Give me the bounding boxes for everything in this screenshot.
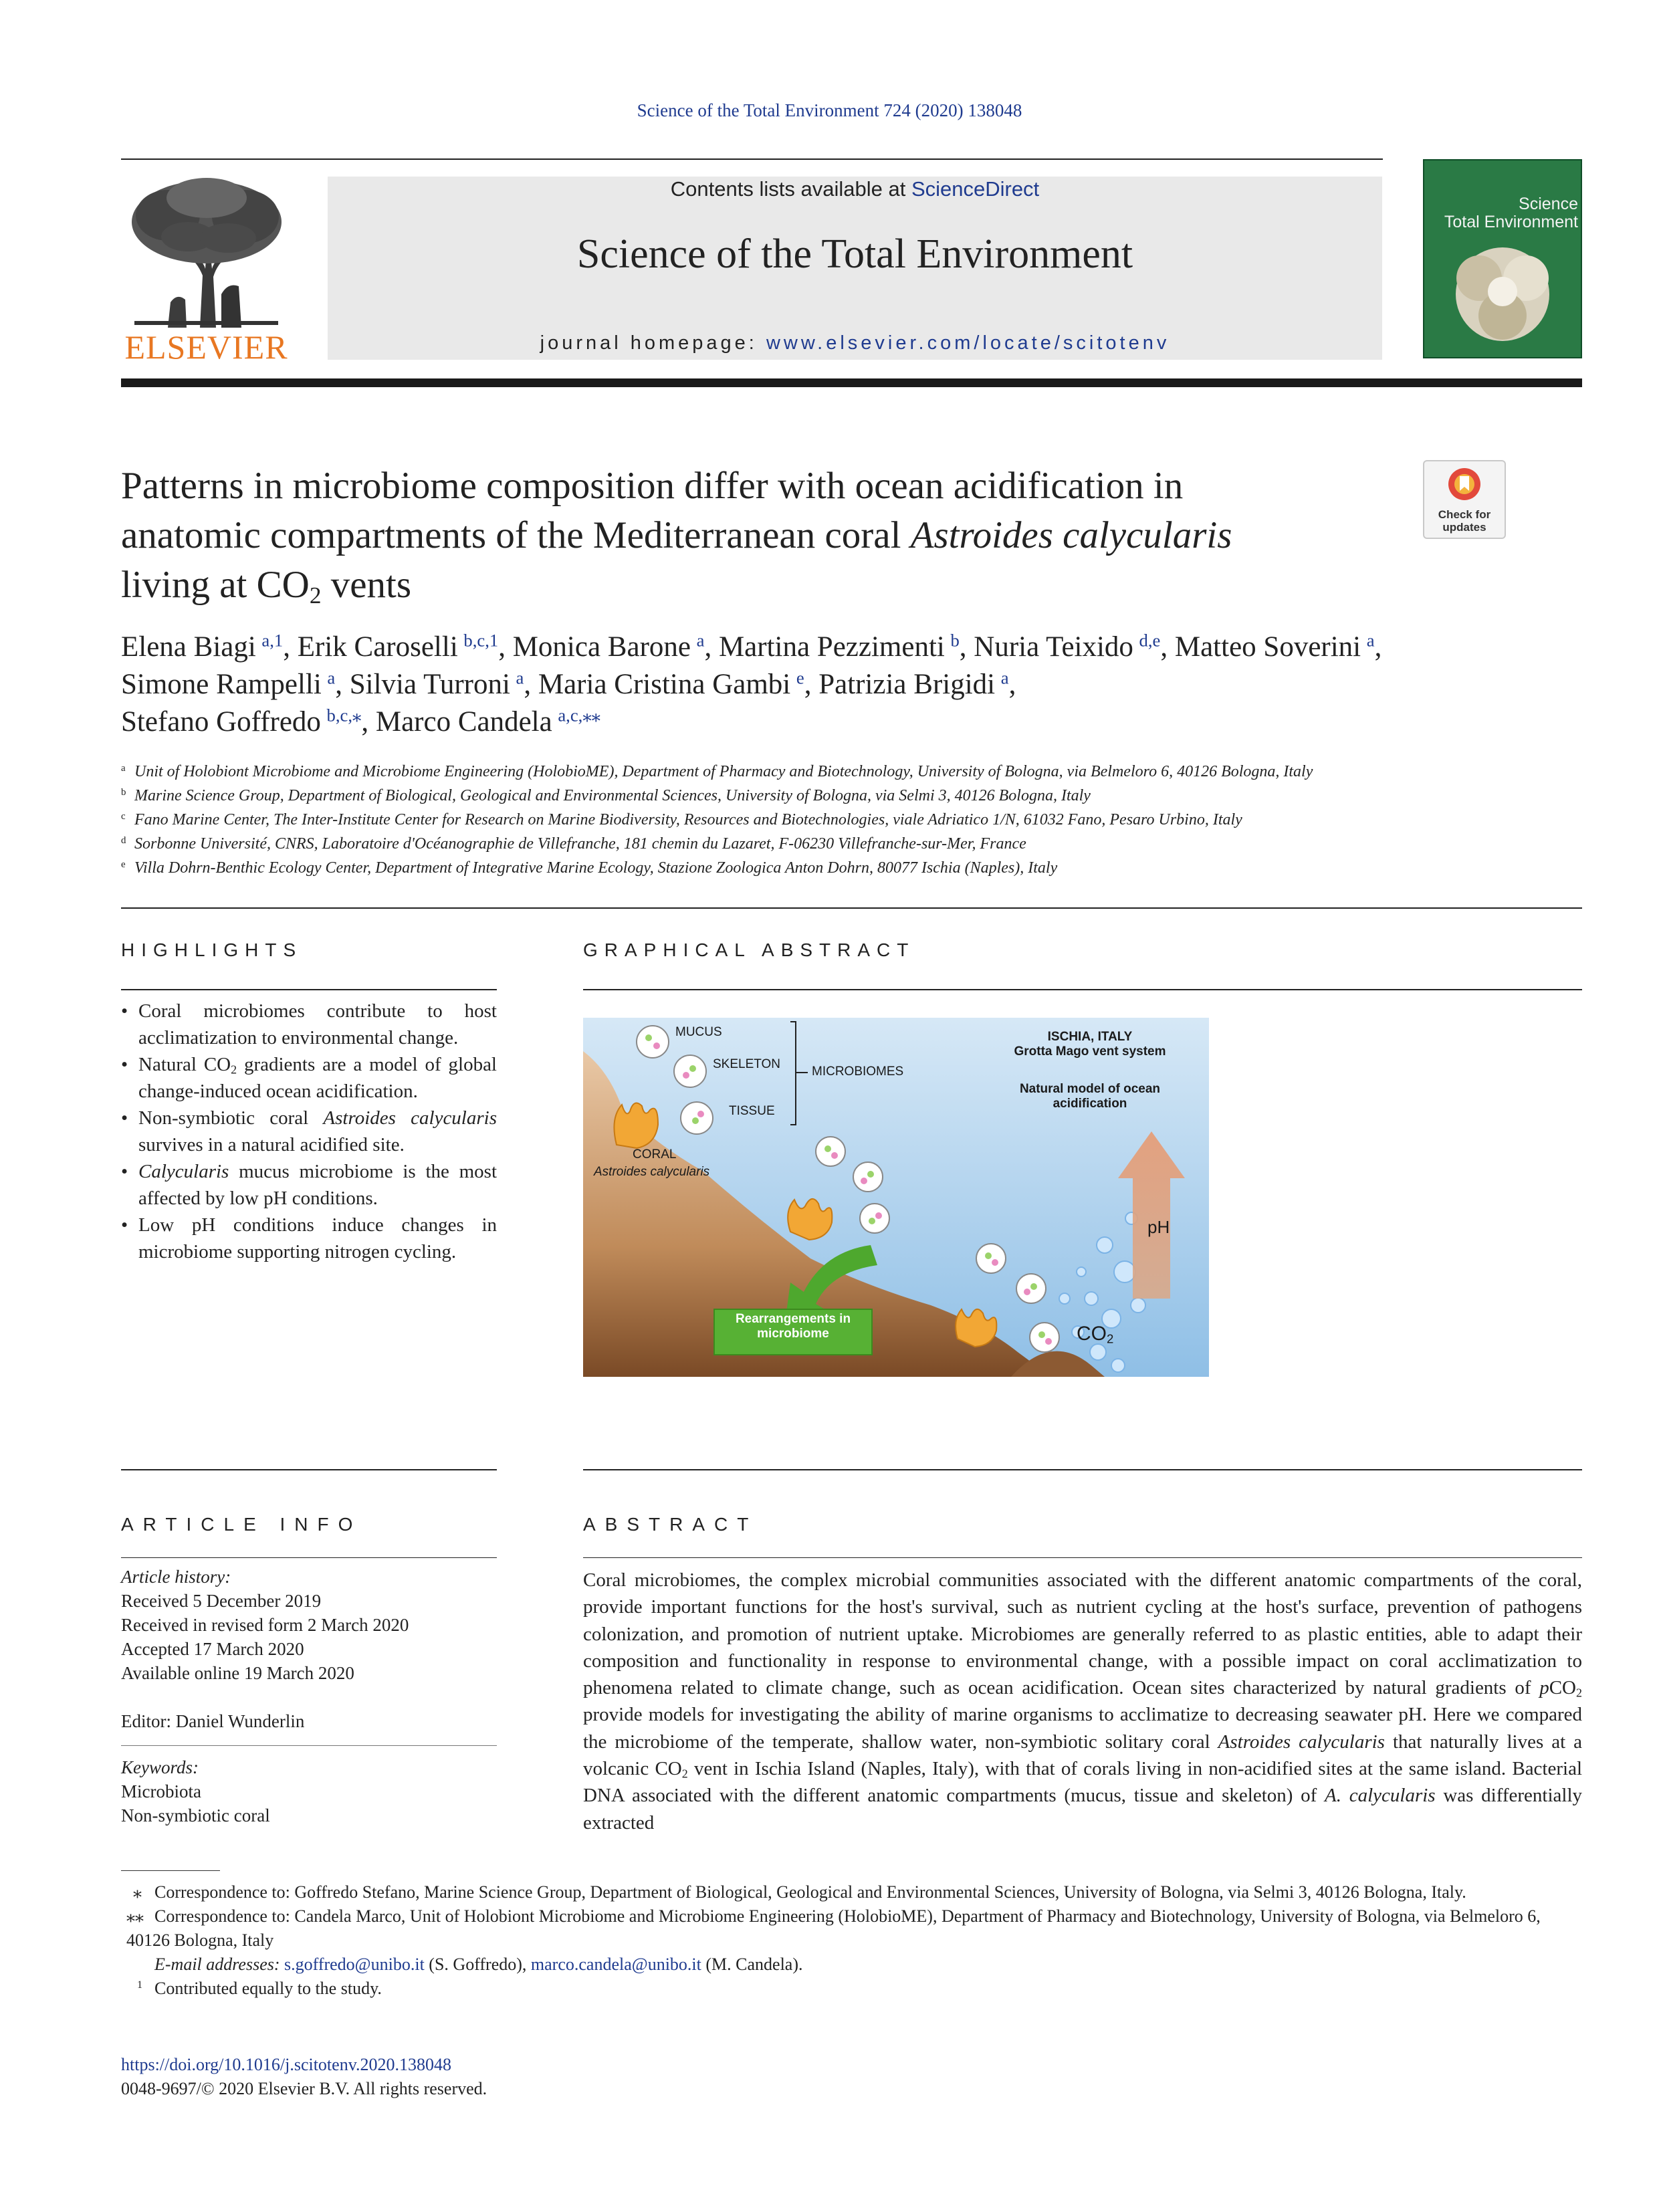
author-name[interactable]: Maria Cristina Gambi [538,669,791,700]
highlight-text: mucus microbiome is the most affected by low pH conditions. [138,1161,497,1209]
cover-title-line2: Total Environment [1444,213,1578,231]
highlight-species: Calycularis [138,1161,229,1182]
author-name[interactable]: Marco Candela [375,706,552,738]
abstract-sub: 2 [1576,1686,1582,1700]
author-affiliation-mark[interactable]: e [796,667,804,688]
author-name[interactable]: Stefano Goffredo [121,706,321,738]
email-label: E-mail addresses: [154,1955,280,1974]
author-entry [719,631,960,663]
cover-art [1424,160,1581,357]
footnote-text: Contributed equally to the study. [154,1979,382,1998]
author-name[interactable]: Silvia Turroni [349,669,510,700]
highlight-species: Astroides calycularis [323,1107,497,1129]
contents-prefix: Contents lists available at [670,177,911,201]
accepted-date: Accepted 17 March 2020 [121,1639,304,1659]
highlight-item [121,1212,497,1265]
author-name[interactable]: Elena Biagi [121,631,256,663]
author-affiliation-mark[interactable]: a [516,667,524,688]
graphical-abstract-heading: GRAPHICAL ABSTRACT [583,939,915,960]
ga-skeleton-label: SKELETON [713,1057,781,1071]
article-info-top-rule [121,1469,497,1470]
graphical-abstract-rule [583,989,1582,990]
affiliation-text: Marine Science Group, Department of Biological, Geological and Environmental Sciences, University of Bologna, via Selmi 3, 40126 Bologna, Italy [134,787,1091,804]
article-title [121,461,1392,610]
footnote-text: Correspondence to: Goffredo Stefano, Marine Science Group, Department of Biological, Geological and Environmental Sciences, University of Bologna, via Selmi 3, 40126 Bologna, Italy. [154,1882,1466,1902]
author-affiliation-mark[interactable]: a,1 [261,630,284,651]
article-info-rule [121,1557,497,1558]
editor-line: Editor: Daniel Wunderlin [121,1711,305,1731]
abstract-top-rule [583,1469,1582,1470]
highlight-text: Coral microbiomes contribute to host acclimatization to environmental change. [138,1000,497,1048]
email-owner: (M. Candela). [701,1955,803,1974]
author-affiliation-mark[interactable]: a [696,630,705,651]
author-name[interactable]: Patrizia Brigidi [818,669,996,700]
highlights-list [121,998,497,1265]
title-line2: anatomic compartments of the Mediterranean coral [121,514,911,556]
badge-text [1423,508,1506,534]
ga-location-line2: Grotta Mago vent system [1014,1044,1166,1059]
affiliation-item: $^d$ Sorbonne Université, CNRS, Laboratoire d'Océanographie de Villefranche, 181 chemin du Lazaret, F-06230 Villefranche-sur-Mer, France [121,835,1026,853]
author-name[interactable]: Erik Caroselli [297,631,458,663]
author-name[interactable]: Monica Barone [512,631,691,663]
author-entry [350,669,524,700]
title-species: Astroides calycularis [910,514,1232,556]
elsevier-tree-logo [121,175,292,328]
author-entry [121,669,335,700]
highlight-text: Natural CO [138,1054,231,1075]
homepage-link[interactable]: www.elsevier.com/locate/scitotenv [766,332,1170,354]
journal-citation[interactable]: Science of the Total Environment 724 (2020) 138048 [637,100,1022,120]
footnote-text: Correspondence to: Candela Marco, Unit of Holobiont Microbiome and Microbiome Engineering (HolobioME), Department of Pharmacy and Biotechnology, University of Bologna, via Belmeloro 6, 40126 Bologna, Italy [126,1906,1541,1950]
received-date: Received 5 December 2019 [121,1591,322,1611]
author-entry [538,669,804,700]
ga-microbiomes-label: MICROBIOMES [812,1065,904,1079]
online-date: Available online 19 March 2020 [121,1663,354,1683]
cover-title [1423,195,1578,231]
badge-line1: Check for [1438,508,1491,521]
history-label: Article history: [121,1567,231,1587]
ga-model-line2: acidification [1053,1097,1127,1111]
affiliation-item: $^e$ Villa Dohrn-Benthic Ecology Center, Department of Integrative Marine Ecology, Stazione Zoologica Anton Dohrn, 80077 Ischia (Naples), Italy [121,859,1058,877]
affiliation-text: Unit of Holobiont Microbiome and Microbiome Engineering (HolobioME), Department of Pharmacy and Biotechnology, University of Bologna, via Belmeloro 6, 40126 Bologna, Italy [134,763,1313,780]
highlight-text: Non-symbiotic coral [138,1107,324,1129]
elsevier-wordmark: ELSEVIER [124,328,288,366]
footnote-correspondence-2 [121,1904,1582,1953]
header-thick-rule [121,378,1582,387]
doi-block [121,2053,923,2101]
abstract-text: was differentially extracted [583,1785,1583,1834]
abstract-body [583,1567,1582,1836]
author-name[interactable]: Nuria Teixido [974,631,1133,663]
ga-ph-label: pH [1147,1217,1170,1237]
highlight-item [121,1158,497,1212]
author-entry [1175,631,1375,663]
ga-co2-sub: 2 [1107,1331,1114,1346]
author-affiliation-mark[interactable]: b [950,630,960,651]
ga-location [983,1030,1197,1059]
sciencedirect-link[interactable]: ScienceDirect [911,177,1040,201]
email-owner: (S. Goffredo), [424,1955,531,1974]
ga-model-line1: Natural model of ocean [1019,1082,1161,1096]
abstract-species: A. calycularis [1325,1785,1436,1807]
email-link-candela[interactable]: marco.candela@unibo.it [530,1955,701,1974]
ga-rearrangements-box [714,1312,872,1341]
highlight-text: gradients are a model of global change-induced ocean acidification. [138,1054,497,1102]
author-entry [121,706,361,738]
author-entry [298,631,498,663]
ga-rearrange-line1: Rearrangements in [735,1312,851,1326]
ga-coral-species: Astroides calycularis [594,1165,710,1179]
ga-model [983,1082,1197,1111]
affiliation-text: Villa Dohrn-Benthic Ecology Center, Department of Integrative Marine Ecology, Stazione Zoologica Anton Dohrn, 80077 Ischia (Naples), Italy [134,859,1058,877]
abstract-rule [583,1557,1582,1558]
author-entry [513,631,705,663]
footnote-emails [121,1953,1582,1977]
title-line3-sub: 2 [309,582,322,609]
article-info-block [121,1565,497,1828]
highlight-item [121,998,497,1051]
keyword-item: Microbiota [121,1781,201,1801]
journal-homepage-line [328,332,1382,354]
author-affiliation-mark[interactable]: b,c,1 [463,630,499,651]
affiliation-text: Fano Marine Center, The Inter-Institute Center for Research on Marine Biodiversity, Resources and Biotechnologies, viale Adriatico 1/N, 61032 Fano, Pesaro Urbino, Italy [134,811,1242,828]
badge-line2: updates [1442,521,1486,534]
author-affiliation-mark[interactable]: a,c,⁎⁎ [558,705,600,726]
ga-rearrange-line2: microbiome [757,1327,829,1341]
author-affiliation-mark[interactable]: d,e [1139,630,1161,651]
header-rule [121,158,1383,160]
title-line1: Patterns in microbiome composition differ with ocean acidification in [121,465,1184,507]
footnote-mark: ⁎ [133,1882,142,1902]
highlight-text: Low pH conditions induce changes in microbiome supporting nitrogen cycling. [138,1214,497,1262]
ga-co2-label [1077,1323,1113,1345]
abstract-sub: 2 [681,1767,688,1781]
highlight-text: survives in a natural acidified site. [138,1134,405,1155]
abstract-text: vent in Ischia Island (Naples, Italy), with that of corals living in non-acidified sites at the same island. Bacterial DNA associated with the different anatomic compartments (mucus, tissue and skeleton) of [583,1758,1583,1807]
affiliation-list [121,760,1592,880]
author-affiliation-mark[interactable]: a [1366,630,1375,651]
contents-line [328,177,1382,201]
author-affiliation-mark[interactable]: a [327,667,336,688]
footnote-mark: ⁎⁎ [126,1906,144,1926]
affiliation-text: Sorbonne Université, CNRS, Laboratoire d'Océanographie de Villefranche, 181 chemin du Lazaret, F-06230 Villefranche-sur-Mer, France [134,835,1026,853]
ga-co2-text: CO [1077,1323,1107,1345]
highlights-rule [121,989,497,990]
footnote-correspondence-1 [121,1880,1582,1904]
footnote-rule [121,1870,220,1871]
author-affiliation-mark[interactable]: a [1000,667,1009,688]
author-name[interactable]: Simone Rampelli [121,669,322,700]
abstract-heading: ABSTRACT [583,1514,758,1535]
author-entry [376,706,600,738]
title-line3-post: vents [321,564,412,606]
journal-title: Science of the Total Environment [576,231,1133,277]
title-line3-pre: living at CO [121,564,310,606]
footnote-equal-contribution: $^1$ Contributed equally to the study. [137,1979,382,1998]
highlight-item [121,1051,497,1105]
author-name[interactable]: Martina Pezzimenti [718,631,945,663]
affiliation-item: $^c$ Fano Marine Center, The Inter-Institute Center for Research on Marine Biodiversity, Resources and Biotechnologies, viale Adriatico 1/N, 61032 Fano, Pesaro Urbino, Italy [121,810,1242,828]
author-entry [121,631,283,663]
affiliation-item: $^b$ Marine Science Group, Department of Biological, Geological and Environmental Sciences, University of Bologna, via Selmi 3, 40126 Bologna, Italy [121,786,1091,804]
highlight-item [121,1105,497,1158]
author-affiliation-mark[interactable]: b,c,⁎ [326,705,362,726]
footnotes [121,1880,1582,2001]
abstract-text: CO [1549,1677,1577,1699]
revised-date: Received in revised form 2 March 2020 [121,1615,409,1635]
homepage-label: journal homepage: [540,332,766,354]
author-entry [974,631,1160,663]
ga-tissue-label: TISSUE [729,1104,775,1118]
abstract-text: Coral microbiomes, the complex microbial communities associated with the different anatomic compartments of the coral, provide important functions for the host's survival, such as nutrient cycling at the host's surface, prevention of pathogens colonization, and promotion of nutrient uptake. Microbiomes are generally referred to as plastic entities, able to adapt their composition and functionality in response to environmental change, with a possible impact on coral acclimatization to phenomena related to climate change, such as ocean acidification. Ocean sites characterized by natural gradients of [583,1569,1582,1699]
info-divider [121,1745,497,1746]
ga-coral-label: CORAL [633,1147,677,1162]
copyright-line: 0048-9697/© 2020 Elsevier B.V. All rights reserved. [121,2079,487,2098]
cover-title-line1: Science [1519,195,1578,213]
abstract-italic: p [1539,1677,1549,1699]
keywords-label: Keywords: [121,1757,199,1777]
author-list: Elena Biagi $^{a,1}$, Erik Caroselli $^{b,c,1}$, Monica Barone $^a$, Martina Pezzimenti $^b$, Nuria Teixido $^{d,e}$, Matteo Soverini $^a$, Simone Rampelli $^a$, Silvia Turroni $^a$, Maria Cristina Gambi $^e$, Patrizia Brigidi $^a$, Stefano Goffredo $^{b,c,⁎}$, Marco Candela $^{a,c,⁎⁎}$ [121,630,1382,738]
author-name[interactable]: Matteo Soverini [1174,631,1361,663]
article-info-heading: ARTICLE INFO [121,1514,362,1535]
ga-location-line1: ISCHIA, ITALY [1047,1030,1133,1044]
abstract-species: Astroides calycularis [1218,1731,1385,1753]
highlights-heading: HIGHLIGHTS [121,939,303,960]
ga-mucus-label: MUCUS [675,1025,722,1039]
keyword-item: Non-symbiotic coral [121,1805,270,1826]
author-entry [818,669,1008,700]
abstract-text: provide models for investigating the ability of marine organisms to acclimatize to decreasing seawater pH. Here we compared the microbiome of the temperate, shallow water, non-symbiotic solitary coral [583,1704,1582,1753]
abstract-text: that naturally lives at a volcanic CO [583,1731,1582,1780]
bookmark-icon [1447,465,1482,506]
email-link-goffredo[interactable]: s.goffredo@unibo.it [284,1955,425,1974]
doi-link[interactable]: https://doi.org/10.1016/j.scitotenv.2020.138048 [121,2055,451,2074]
highlight-sub: 2 [231,1063,237,1077]
title-block-rule [121,907,1582,909]
affiliation-item: $^a$ Unit of Holobiont Microbiome and Microbiome Engineering (HolobioME), Department of Pharmacy and Biotechnology, University of Bologna, via Belmeloro 6, 40126 Bologna, Italy [121,762,1313,780]
